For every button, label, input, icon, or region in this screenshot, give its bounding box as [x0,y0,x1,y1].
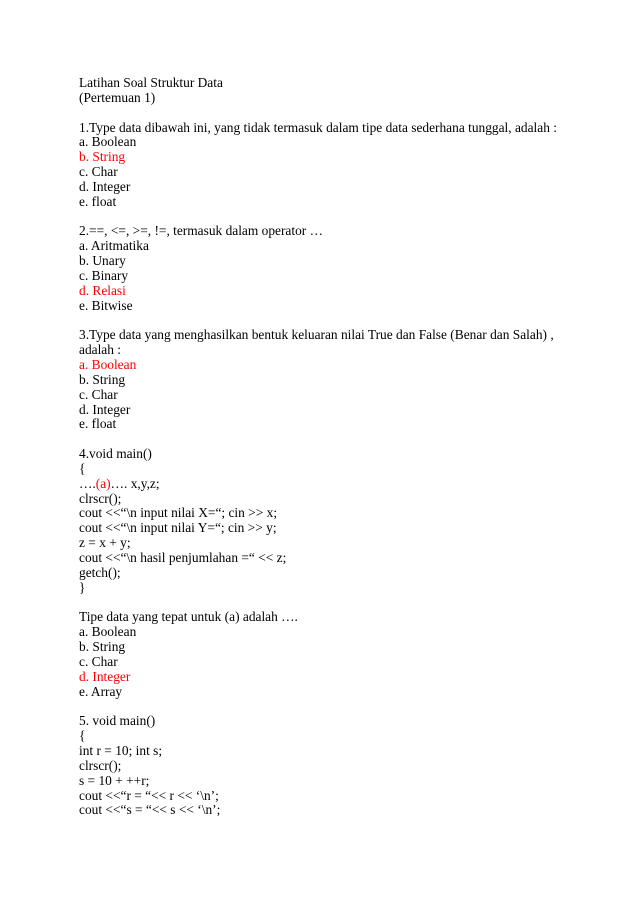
q3-option-b: b. String [79,371,126,387]
q3-option-e: e. float [79,416,117,432]
q2-text: 2.==, <=, >=, !=, termasuk dalam operator … [79,223,323,239]
q5-code-line: { [79,728,86,744]
q1-option-d: d. Integer [79,178,131,194]
q3-text-line2: adalah : [79,342,122,358]
q4-code-line: getch(); [79,564,121,580]
q4-option-a: a. Boolean [79,624,137,640]
q4-code-prefix: …. [79,475,96,491]
q5-code-line: int r = 10; int s; [79,742,163,758]
q4-code-line: clrscr(); [79,490,122,506]
q4-code-line: } [79,579,86,595]
q4-code-line: z = x + y; [79,535,131,551]
q5-code-line: cout <<“s = “<< s << ‘\n’; [79,802,221,818]
spacer [79,699,619,714]
q4-code-line: cout <<“\n input nilai X=“; cin >> x; [79,505,278,521]
q5-code-line: 5. void main() [79,713,156,729]
q4-option-c: c. Char [79,653,118,669]
q4-code-suffix: …. x,y,z; [110,475,160,491]
spacer [79,596,619,611]
q1-option-a: a. Boolean [79,134,137,150]
q2-option-a: a. Aritmatika [79,238,149,254]
q4-code-line: cout <<“\n hasil penjumlahan =“ << z; [79,550,287,565]
q4-code-line: { [79,460,86,476]
q5-code-line: cout <<“r = “<< r << ‘\n’; [79,787,219,803]
q5-code-line: s = 10 + ++r; [79,772,150,788]
q1-text: 1.Type data dibawah ini, yang tidak termasuk dalam tipe data sederhana tunggal, adalah : [79,119,557,135]
q1-option-e: e. float [79,193,117,209]
document-title: Latihan Soal Struktur Data [79,75,223,90]
q3-text-line1: 3.Type data yang menghasilkan bentuk keluaran nilai True dan False (Benar dan Salah) , [79,327,554,343]
spacer [79,106,619,121]
q3-option-d: d. Integer [79,401,131,417]
document-page [79,76,619,818]
q4-code-line-blank [79,477,619,492]
q4-option-d-answer: d. Integer [79,668,131,684]
spacer [79,210,619,225]
q4-option-e: e. Array [79,683,123,699]
q4-option-b: b. String [79,639,126,655]
q4-code-line: 4.void main() [79,446,152,462]
q4-code-blank-a: (a) [95,475,111,491]
q3-option-a-answer: a. Boolean [79,357,137,373]
q4-text: Tipe data yang tepat untuk (a) adalah …. [79,609,298,625]
q1-option-b-answer: b. String [79,149,126,165]
q3-option-c: c. Char [79,386,118,402]
q2-option-b: b. Unary [79,253,126,269]
q1-option-c: c. Char [79,164,118,180]
q2-option-d-answer: d. Relasi [79,282,126,298]
q2-option-c: c. Binary [79,267,129,283]
q5-code-line: clrscr(); [79,757,122,773]
q2-option-e: e. Bitwise [79,297,133,313]
spacer [79,314,619,329]
document-subtitle: (Pertemuan 1) [79,89,156,105]
q4-code-line: cout <<“\n input nilai Y=“; cin >> y; [79,520,277,536]
spacer [79,432,619,447]
